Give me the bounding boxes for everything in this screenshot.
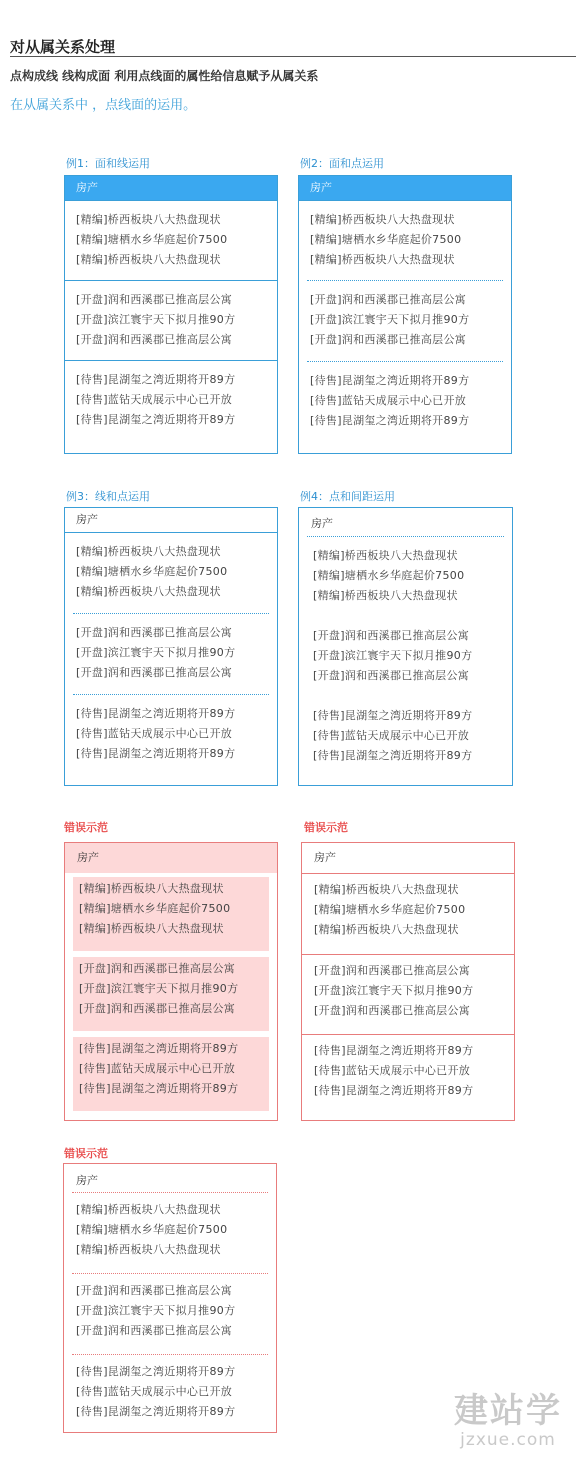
wrong-example-2-caption: 错误示范 <box>304 821 348 834</box>
box-header: 房产 <box>302 843 514 874</box>
list-item[interactable]: [开盘]润和西溪郡已推高层公寓 <box>79 962 236 975</box>
list-item[interactable]: [精编]桥西板块八大热盘现状 <box>76 585 221 598</box>
list-group <box>73 957 269 1031</box>
list-item[interactable]: [开盘]润和西溪郡已推高层公寓 <box>76 293 233 306</box>
list-group <box>299 617 512 697</box>
list-item[interactable]: [精编]塘栖水乡华庭起价7500 <box>76 565 228 578</box>
intro-text: 在从属关系中 ，点线面的运用。 <box>10 98 197 113</box>
list-item[interactable]: [精编]桥西板块八大热盘现状 <box>76 253 221 266</box>
list-item[interactable]: [待售]蓝钻天成展示中心已开放 <box>76 393 233 406</box>
list-group <box>65 280 277 360</box>
list-item[interactable]: [开盘]润和西溪郡已推高层公寓 <box>76 1284 233 1297</box>
list-item[interactable]: [精编]塘栖水乡华庭起价7500 <box>79 902 231 915</box>
list-item[interactable]: [精编]桥西板块八大热盘现状 <box>76 1243 221 1256</box>
example-2-box <box>298 175 512 454</box>
list-group <box>302 1034 514 1114</box>
list-item[interactable]: [开盘]润和西溪郡已推高层公寓 <box>76 1324 233 1337</box>
list-item[interactable]: [待售]昆湖玺之湾近期将开89方 <box>314 1084 474 1097</box>
list-group <box>64 1193 276 1273</box>
list-item[interactable]: [待售]昆湖玺之湾近期将开89方 <box>76 373 236 386</box>
example-1-box <box>64 175 278 454</box>
list-item[interactable]: [开盘]润和西溪郡已推高层公寓 <box>314 1004 471 1017</box>
page-subtitle: 点构成线 线构成面 利用点线面的属性给信息赋予从属关系 <box>10 69 319 83</box>
list-group <box>299 281 511 361</box>
list-group <box>299 200 511 280</box>
list-item[interactable]: [精编]塘栖水乡华庭起价7500 <box>313 569 465 582</box>
list-item[interactable]: [待售]昆湖玺之湾近期将开89方 <box>76 1365 236 1378</box>
example-3-box <box>64 507 278 786</box>
wrong-example-3-box <box>63 1163 277 1433</box>
list-item[interactable]: [待售]蓝钻天成展示中心已开放 <box>76 727 233 740</box>
list-group <box>65 614 277 694</box>
example-3-caption: 例3：线和点运用 <box>66 490 150 503</box>
list-group <box>65 200 277 280</box>
wrong-example-1-inner <box>73 877 269 1111</box>
list-item[interactable]: [开盘]润和西溪郡已推高层公寓 <box>76 333 233 346</box>
list-item[interactable]: [开盘]润和西溪郡已推高层公寓 <box>310 293 467 306</box>
page-title: 对从属关系处理 <box>10 38 116 56</box>
list-group <box>65 533 277 613</box>
list-item[interactable]: [待售]昆湖玺之湾近期将开89方 <box>76 707 236 720</box>
watermark-url: jzxue.com <box>460 1430 556 1450</box>
list-item[interactable]: [精编]桥西板块八大热盘现状 <box>76 545 221 558</box>
title-divider <box>10 56 576 57</box>
list-group <box>299 362 511 442</box>
watermark-logo-text: 建站学 <box>454 1391 562 1431</box>
list-item[interactable]: [精编]桥西板块八大热盘现状 <box>76 213 221 226</box>
list-item[interactable]: [开盘]滨江寰宇天下拟月推90方 <box>76 313 236 326</box>
list-group <box>302 874 514 954</box>
list-item[interactable]: [精编]桥西板块八大热盘现状 <box>76 1203 221 1216</box>
list-group <box>299 697 512 777</box>
list-item[interactable]: [待售]昆湖玺之湾近期将开89方 <box>76 1405 236 1418</box>
example-1-caption: 例1：面和线运用 <box>66 157 150 170</box>
site-watermark <box>454 1392 562 1450</box>
wrong-example-1-caption: 错误示范 <box>64 821 108 834</box>
list-item[interactable]: [精编]塘栖水乡华庭起价7500 <box>310 233 462 246</box>
list-item[interactable]: [开盘]滨江寰宇天下拟月推90方 <box>79 982 239 995</box>
list-item[interactable]: [开盘]滨江寰宇天下拟月推90方 <box>76 1304 236 1317</box>
list-item[interactable]: [开盘]润和西溪郡已推高层公寓 <box>314 964 471 977</box>
list-item[interactable]: [精编]桥西板块八大热盘现状 <box>79 922 224 935</box>
list-item[interactable]: [待售]昆湖玺之湾近期将开89方 <box>76 747 236 760</box>
list-item[interactable]: [待售]蓝钻天成展示中心已开放 <box>79 1062 236 1075</box>
box-header: 房产 <box>299 176 511 200</box>
box-header: 房产 <box>65 508 277 533</box>
list-item[interactable]: [待售]昆湖玺之湾近期将开89方 <box>310 374 470 387</box>
list-item[interactable]: [待售]蓝钻天成展示中心已开放 <box>314 1064 471 1077</box>
list-item[interactable]: [开盘]滨江寰宇天下拟月推90方 <box>313 649 473 662</box>
list-item[interactable]: [精编]塘栖水乡华庭起价7500 <box>76 233 228 246</box>
list-item[interactable]: [精编]桥西板块八大热盘现状 <box>310 253 455 266</box>
list-item[interactable]: [待售]蓝钻天成展示中心已开放 <box>313 729 470 742</box>
list-item[interactable]: [开盘]润和西溪郡已推高层公寓 <box>310 333 467 346</box>
wrong-example-2-box <box>301 842 515 1121</box>
list-item[interactable]: [精编]桥西板块八大热盘现状 <box>314 883 459 896</box>
example-4-box <box>298 507 513 786</box>
list-group <box>65 360 277 440</box>
list-group <box>73 877 269 951</box>
list-item[interactable]: [开盘]润和西溪郡已推高层公寓 <box>313 669 470 682</box>
example-4-caption: 例4：点和间距运用 <box>300 490 395 503</box>
list-item[interactable]: [精编]桥西板块八大热盘现状 <box>310 213 455 226</box>
list-item[interactable]: [精编]桥西板块八大热盘现状 <box>79 882 224 895</box>
list-group <box>299 537 512 617</box>
box-header: 房产 <box>65 843 277 873</box>
list-group <box>64 1274 276 1354</box>
list-item[interactable]: [待售]蓝钻天成展示中心已开放 <box>76 1385 233 1398</box>
box-header: 房产 <box>65 176 277 200</box>
list-item[interactable]: [待售]昆湖玺之湾近期将开89方 <box>313 749 473 762</box>
example-2-caption: 例2：面和点运用 <box>300 157 384 170</box>
list-item[interactable]: [开盘]滨江寰宇天下拟月推90方 <box>310 313 470 326</box>
list-item[interactable]: [待售]昆湖玺之湾近期将开89方 <box>313 709 473 722</box>
list-group <box>64 1355 276 1435</box>
list-item[interactable]: [精编]桥西板块八大热盘现状 <box>314 923 459 936</box>
list-item[interactable]: [开盘]润和西溪郡已推高层公寓 <box>79 1002 236 1015</box>
list-item[interactable]: [精编]塘栖水乡华庭起价7500 <box>76 1223 228 1236</box>
list-item[interactable]: [开盘]润和西溪郡已推高层公寓 <box>76 626 233 639</box>
list-item[interactable]: [待售]昆湖玺之湾近期将开89方 <box>314 1044 474 1057</box>
list-item[interactable]: [开盘]润和西溪郡已推高层公寓 <box>313 629 470 642</box>
list-group <box>65 695 277 775</box>
wrong-example-1-box <box>64 842 278 1121</box>
list-group <box>302 954 514 1034</box>
box-header: 房产 <box>76 1174 98 1187</box>
list-item[interactable]: [待售]昆湖玺之湾近期将开89方 <box>76 413 236 426</box>
list-item[interactable]: [待售]蓝钻天成展示中心已开放 <box>310 394 467 407</box>
list-item[interactable]: [精编]塘栖水乡华庭起价7500 <box>314 903 466 916</box>
list-item[interactable]: [开盘]滨江寰宇天下拟月推90方 <box>314 984 474 997</box>
list-item[interactable]: [开盘]滨江寰宇天下拟月推90方 <box>76 646 236 659</box>
list-item[interactable]: [待售]昆湖玺之湾近期将开89方 <box>79 1042 239 1055</box>
wrong-example-3-caption: 错误示范 <box>64 1147 108 1160</box>
list-item[interactable]: [精编]桥西板块八大热盘现状 <box>313 549 458 562</box>
list-item[interactable]: [开盘]润和西溪郡已推高层公寓 <box>76 666 233 679</box>
list-item[interactable]: [待售]昆湖玺之湾近期将开89方 <box>310 414 470 427</box>
list-item[interactable]: [待售]昆湖玺之湾近期将开89方 <box>79 1082 239 1095</box>
list-group <box>73 1037 269 1111</box>
box-header: 房产 <box>311 517 333 530</box>
list-item[interactable]: [精编]桥西板块八大热盘现状 <box>313 589 458 602</box>
